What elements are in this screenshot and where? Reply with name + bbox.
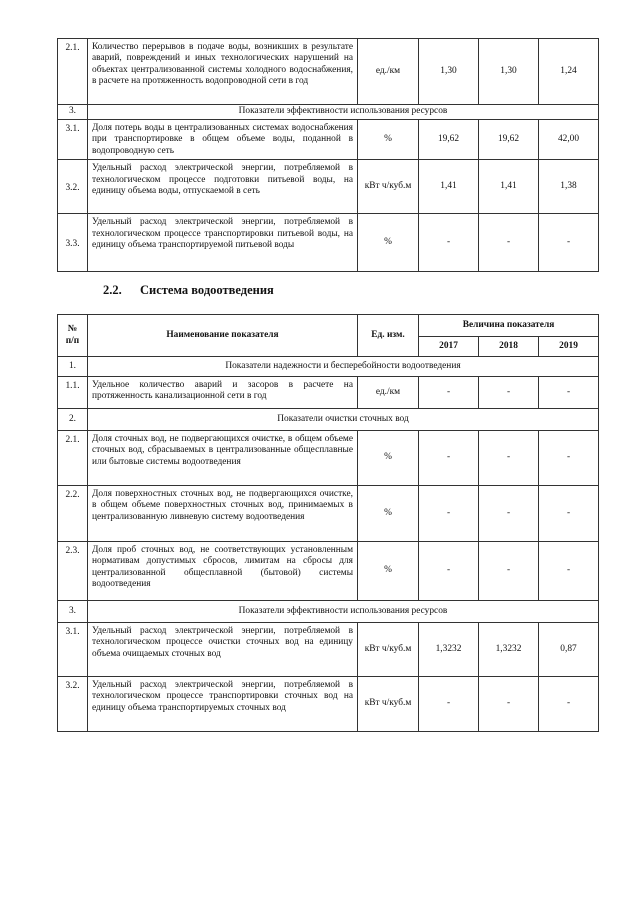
section-row: [58, 357, 599, 377]
unit-cell: %: [358, 542, 419, 601]
wastewater-indicators-table: [57, 314, 599, 732]
value-2017: -: [419, 486, 479, 542]
row-number: 1.1.: [58, 377, 88, 409]
section-title: Показатели эффективности использования ресурсов: [88, 105, 599, 120]
value-2019: 42,00: [539, 120, 599, 160]
table-row: [58, 486, 599, 542]
value-2019: -: [539, 542, 599, 601]
table-row: [58, 431, 599, 486]
value-2017: 1,3232: [419, 623, 479, 677]
table-row: [58, 39, 599, 105]
indicator-name: Доля потерь воды в централизованных системах водоснабжения при транспортировке в общем объеме воды, поданной в водопроводную сеть: [88, 120, 358, 160]
table-row: [58, 542, 599, 601]
value-2019: 0,87: [539, 623, 599, 677]
indicator-name: Количество перерывов в подаче воды, возникших в результате аварий, повреждений и иных технологических нарушений на объектах централизованной системы холодного водоснабжения, в расчете на протяженность водопроводной сети в год: [88, 39, 358, 105]
value-2018: -: [479, 377, 539, 409]
table-row: [58, 160, 599, 214]
row-number: 1.: [58, 357, 88, 377]
value-2018: 1,3232: [479, 623, 539, 677]
header-indicator-name: Наименование показателя: [88, 315, 358, 357]
value-2017: 1,41: [419, 160, 479, 214]
value-2018: -: [479, 677, 539, 732]
table-row: [58, 214, 599, 272]
section-heading: [103, 283, 274, 298]
value-2017: -: [419, 377, 479, 409]
unit-cell: %: [358, 214, 419, 272]
row-number: 3.2.: [58, 160, 88, 214]
indicator-name: Удельный расход электрической энергии, потребляемой в технологическом процессе транспортировки сточных вод на единицу объема транспортируемых сточных вод: [88, 677, 358, 732]
header-unit: Ед. изм.: [358, 315, 419, 357]
indicator-name: Удельный расход электрической энергии, потребляемой в технологическом процессе очистки сточных вод на единицу объема очищаемых сточных вод: [88, 623, 358, 677]
table-row: [58, 623, 599, 677]
unit-cell: %: [358, 120, 419, 160]
row-number: 3.: [58, 601, 88, 623]
value-2019: -: [539, 677, 599, 732]
table-row: [58, 677, 599, 732]
table-row: [58, 377, 599, 409]
table-row: [58, 120, 599, 160]
value-2018: -: [479, 214, 539, 272]
value-2018: 19,62: [479, 120, 539, 160]
row-number: 3.2.: [58, 677, 88, 732]
header-row: [58, 315, 599, 337]
value-2017: -: [419, 431, 479, 486]
section-title: Показатели очистки сточных вод: [88, 409, 599, 431]
header-year-2018: 2018: [479, 337, 539, 357]
indicator-name: Доля поверхностных сточных вод, не подвергающихся очистке, в общем объеме поверхностных сточных вод, принимаемых в централизованную ливневую систему водоотведения: [88, 486, 358, 542]
section-title: Показатели эффективности использования ресурсов: [88, 601, 599, 623]
row-number: 2.1.: [58, 39, 88, 105]
value-2018: -: [479, 542, 539, 601]
row-number: 3.3.: [58, 214, 88, 272]
section-title: Система водоотведения: [140, 283, 274, 297]
unit-cell: %: [358, 431, 419, 486]
indicator-name: Удельный расход электрической энергии, потребляемой в технологическом процессе транспортировки питьевой воды, на единицу объема транспортируемой питьевой воды: [88, 214, 358, 272]
row-number: 3.1.: [58, 623, 88, 677]
value-2017: -: [419, 677, 479, 732]
value-2019: 1,38: [539, 160, 599, 214]
header-year-2017: 2017: [419, 337, 479, 357]
value-2017: 19,62: [419, 120, 479, 160]
row-number: 2.: [58, 409, 88, 431]
value-2019: -: [539, 431, 599, 486]
value-2018: -: [479, 486, 539, 542]
value-2019: -: [539, 214, 599, 272]
section-row: [58, 601, 599, 623]
section-row: [58, 105, 599, 120]
unit-cell: кВт ч/куб.м: [358, 160, 419, 214]
value-2017: -: [419, 542, 479, 601]
section-row: [58, 409, 599, 431]
value-2018: -: [479, 431, 539, 486]
section-title: Показатели надежности и бесперебойности водоотведения: [88, 357, 599, 377]
header-value: Величина показателя: [419, 315, 599, 337]
row-number: 2.3.: [58, 542, 88, 601]
row-number: 2.2.: [58, 486, 88, 542]
indicator-name: Доля сточных вод, не подвергающихся очистке, в общем объеме сточных вод, сбрасываемых в централизованные общесплавные или бытовые системы водоотведения: [88, 431, 358, 486]
header-number: № п/п: [58, 315, 88, 357]
unit-cell: ед./км: [358, 377, 419, 409]
unit-cell: ед./км: [358, 39, 419, 105]
value-2019: -: [539, 486, 599, 542]
value-2018: 1,30: [479, 39, 539, 105]
unit-cell: кВт ч/куб.м: [358, 677, 419, 732]
value-2019: -: [539, 377, 599, 409]
row-number: 3.: [58, 105, 88, 120]
indicator-name: Удельный расход электрической энергии, потребляемой в технологическом процессе подготовки питьевой воды, на единицу объема воды, отпускаемой в сеть: [88, 160, 358, 214]
indicator-name: Удельное количество аварий и засоров в расчете на протяженность канализационной сети в год: [88, 377, 358, 409]
unit-cell: кВт ч/куб.м: [358, 623, 419, 677]
indicator-name: Доля проб сточных вод, не соответствующих установленным нормативам допустимых сбросов, лимитам на сбросы для централизованной общесплавной (бытовой) системы водоотведения: [88, 542, 358, 601]
value-2017: -: [419, 214, 479, 272]
header-year-2019: 2019: [539, 337, 599, 357]
value-2018: 1,41: [479, 160, 539, 214]
row-number: 3.1.: [58, 120, 88, 160]
value-2019: 1,24: [539, 39, 599, 105]
water-supply-indicators-table: [57, 38, 599, 272]
section-number: 2.2.: [103, 283, 122, 297]
unit-cell: %: [358, 486, 419, 542]
row-number: 2.1.: [58, 431, 88, 486]
value-2017: 1,30: [419, 39, 479, 105]
